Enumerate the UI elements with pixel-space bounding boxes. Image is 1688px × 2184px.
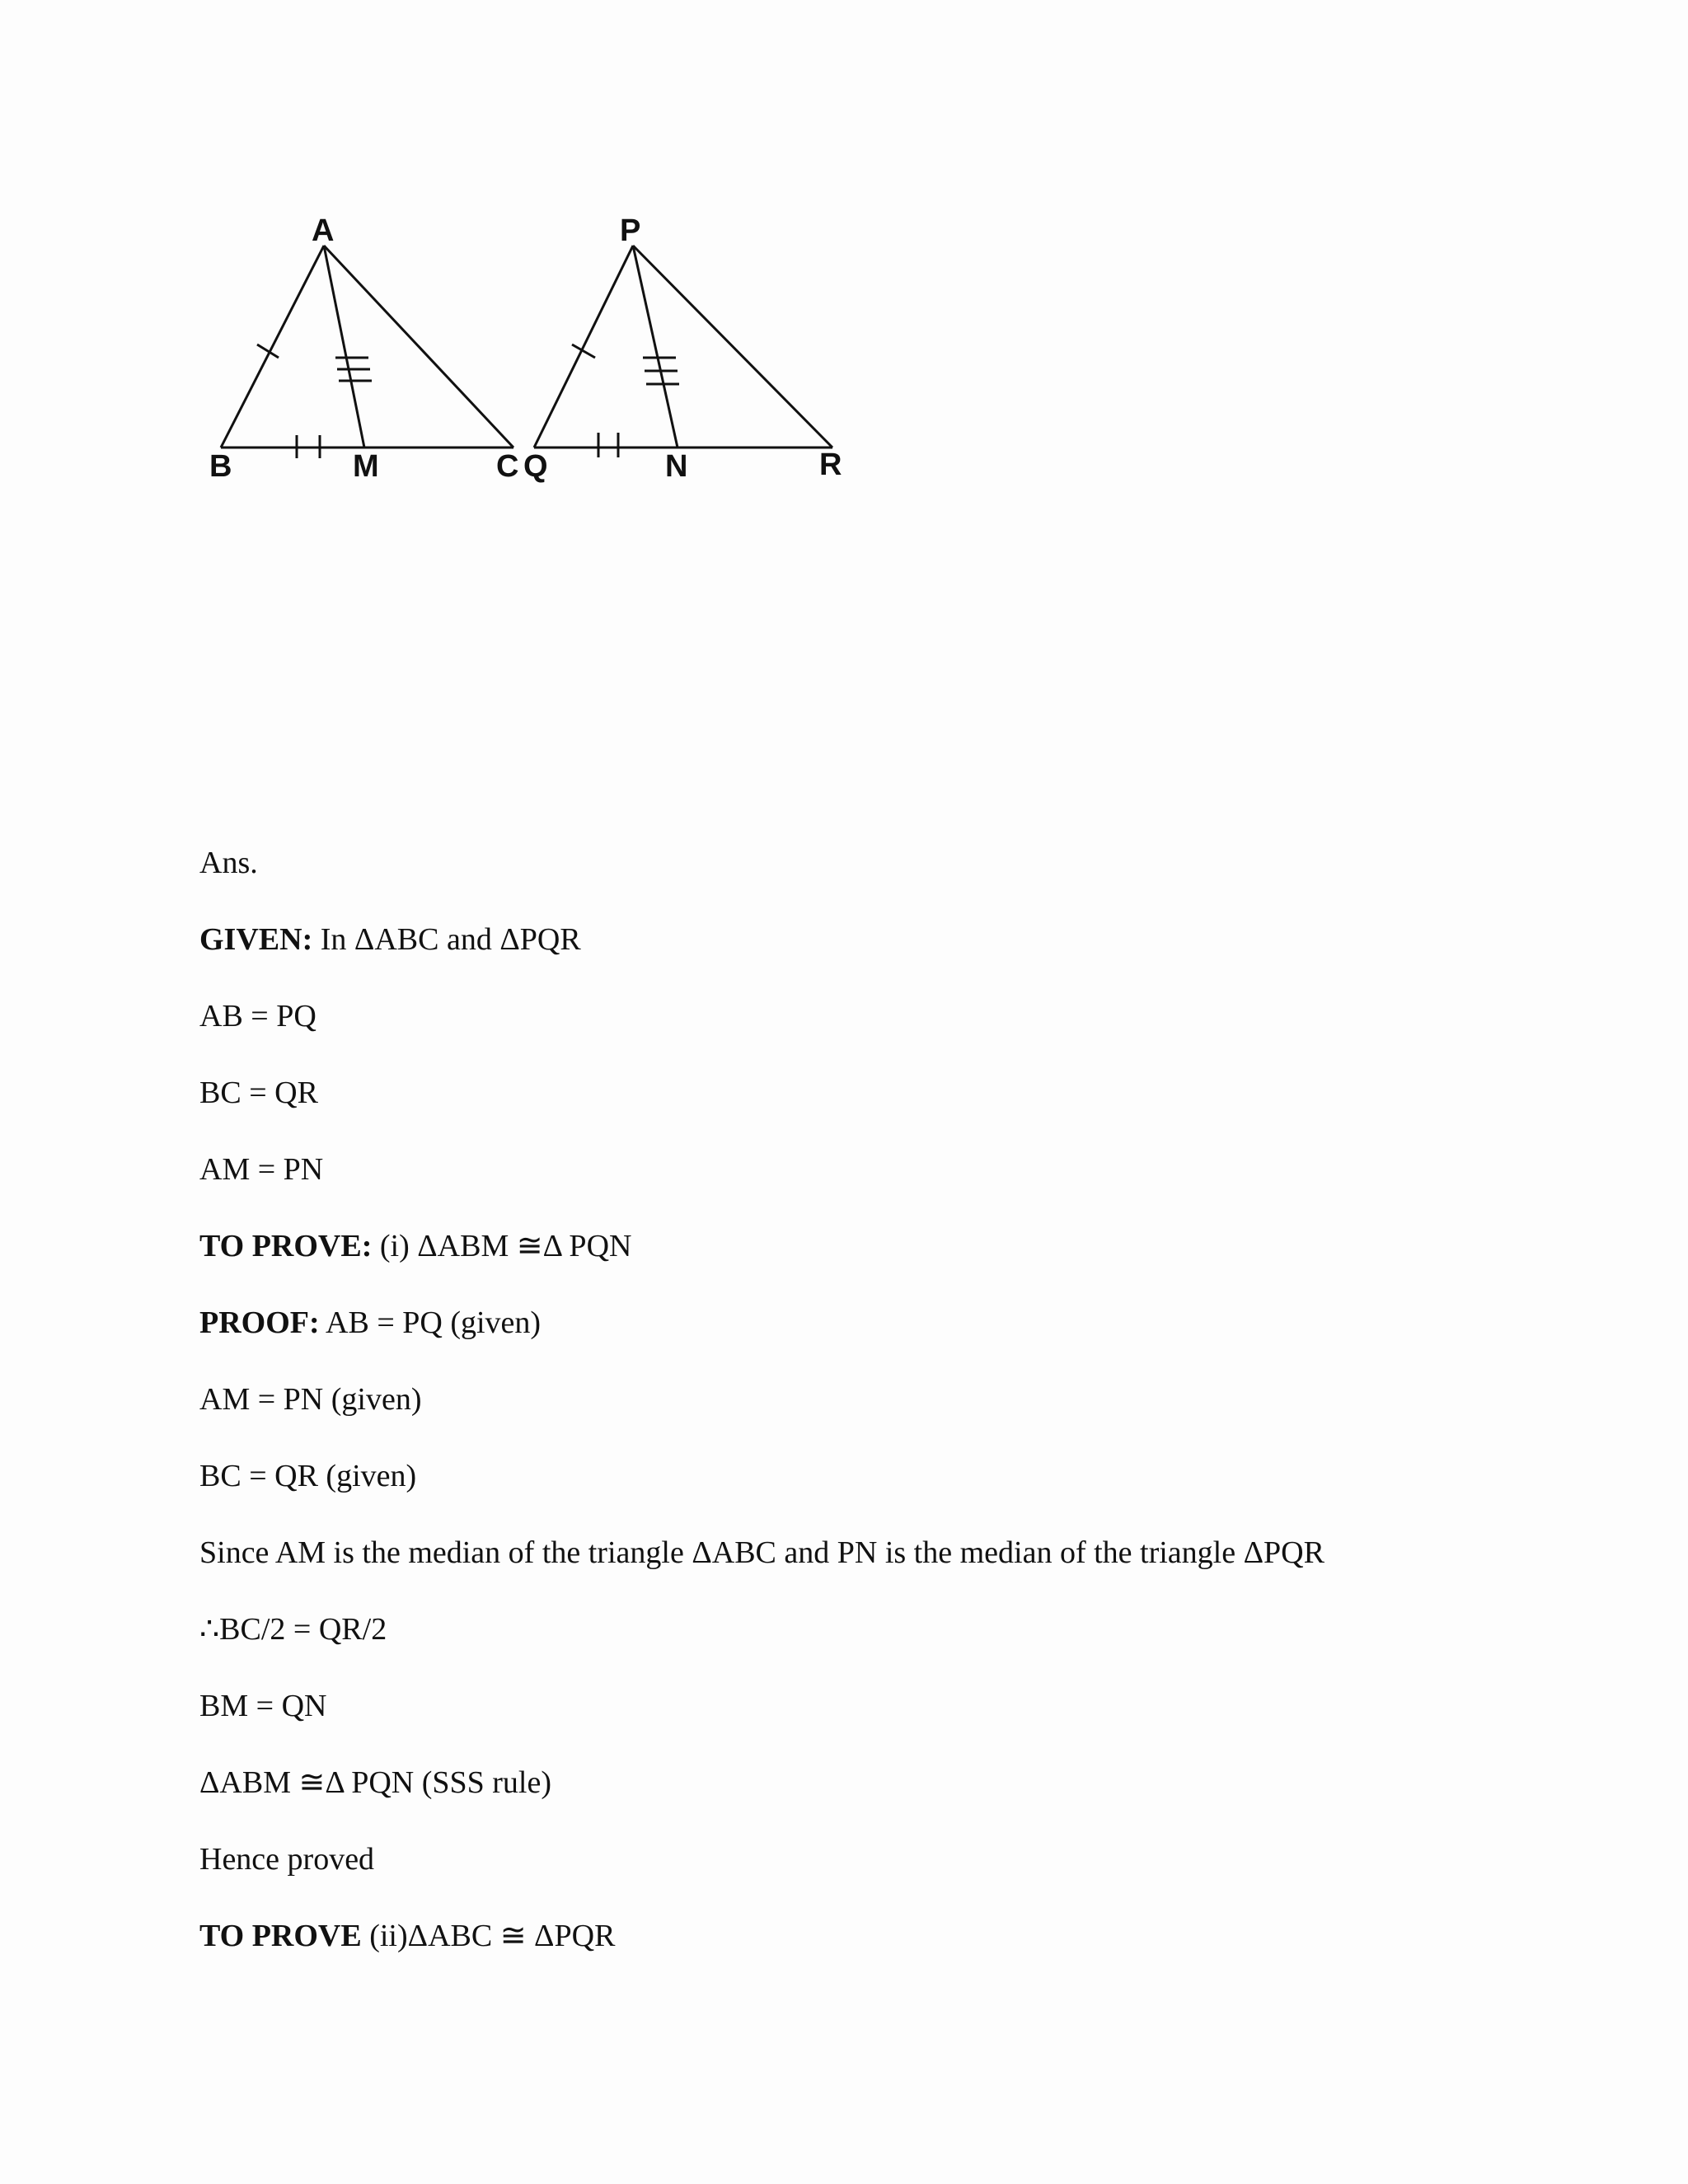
congruent-line: ΔABM ≅Δ PQN (SSS rule) bbox=[199, 1765, 551, 1800]
given-bc-qr: BC = QR bbox=[199, 1076, 318, 1110]
triangle-pqr bbox=[534, 246, 832, 457]
label-q: Q bbox=[523, 449, 548, 484]
given-line bbox=[199, 921, 581, 958]
side-ac bbox=[324, 246, 513, 448]
proof-label: PROOF: bbox=[199, 1305, 320, 1340]
proof-line bbox=[199, 1304, 541, 1342]
label-c: C bbox=[496, 449, 519, 484]
given-ab-pq: AB = PQ bbox=[199, 999, 316, 1033]
given-am-pn: AM = PN bbox=[199, 1152, 324, 1187]
median-am bbox=[324, 246, 364, 448]
to-prove-1-line bbox=[199, 1227, 631, 1265]
given-text: In ΔABC and ΔPQR bbox=[312, 922, 581, 957]
to-prove-2-line bbox=[199, 1917, 615, 1955]
proof-bc-qr: BC = QR (given) bbox=[199, 1459, 417, 1493]
label-b: B bbox=[209, 449, 232, 484]
hence-line: Hence proved bbox=[199, 1842, 375, 1877]
to-prove-1-label: TO PROVE: bbox=[199, 1229, 373, 1263]
side-pq bbox=[534, 246, 633, 448]
side-ab bbox=[221, 246, 324, 448]
label-p: P bbox=[620, 213, 641, 248]
median-pn bbox=[633, 246, 678, 448]
label-a: A bbox=[312, 213, 335, 248]
triangle-abc bbox=[221, 246, 513, 458]
label-m: M bbox=[353, 449, 379, 484]
to-prove-1-text: (i) ΔABM ≅Δ PQN bbox=[372, 1229, 632, 1263]
since-line: Since AM is the median of the triangle ΔABC and PN is the median of the triangle ΔPQR bbox=[199, 1535, 1325, 1570]
to-prove-2-text: (ii)ΔABC ≅ ΔPQR bbox=[361, 1919, 616, 1953]
label-r: R bbox=[819, 448, 842, 482]
side-pr bbox=[633, 246, 832, 448]
triangles-figure bbox=[0, 0, 907, 511]
ans-line: Ans. bbox=[199, 846, 258, 880]
therefore-line: ∴BC/2 = QR/2 bbox=[199, 1612, 387, 1647]
proof-text: AB = PQ (given) bbox=[319, 1305, 542, 1340]
bm-qn-line: BM = QN bbox=[199, 1689, 327, 1723]
label-n: N bbox=[665, 449, 688, 484]
given-label: GIVEN: bbox=[199, 922, 313, 957]
proof-am-pn: AM = PN (given) bbox=[199, 1382, 422, 1417]
to-prove-2-label: TO PROVE bbox=[199, 1919, 362, 1953]
